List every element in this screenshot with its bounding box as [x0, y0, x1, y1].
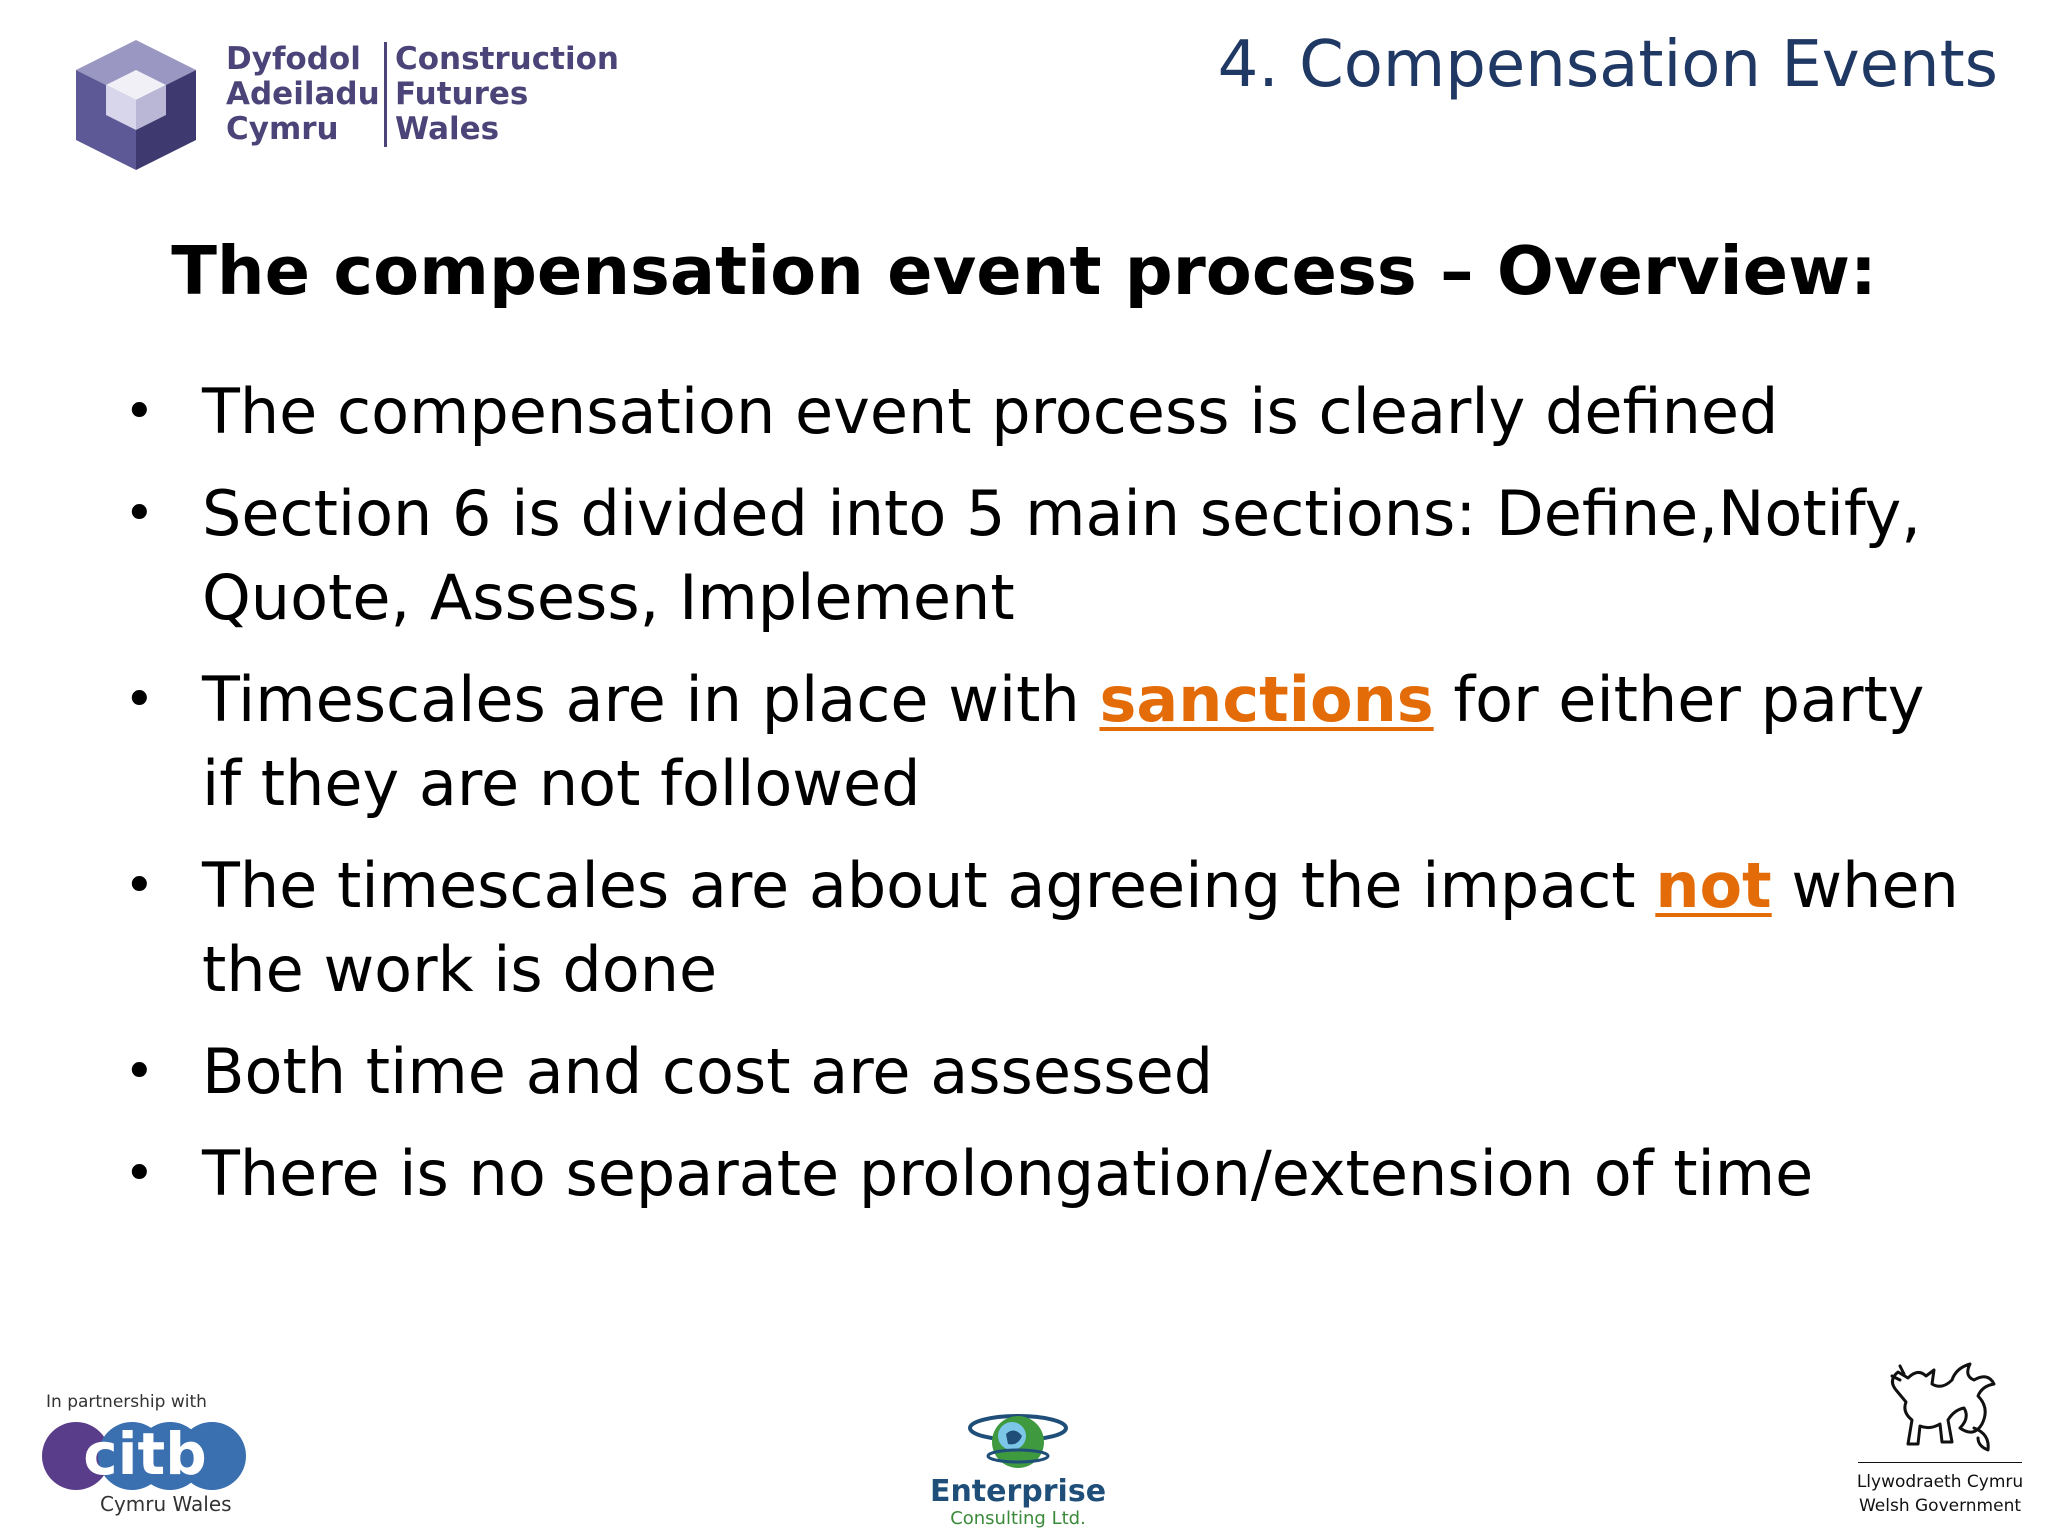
- bullet-text: The compensation event process is clearly defined: [202, 375, 1779, 448]
- bullet-icon: •: [124, 382, 155, 442]
- welsh-government-line: Welsh Government: [1858, 1496, 2022, 1516]
- section-heading: 4. Compensation Events: [1217, 28, 1998, 102]
- citb-partner-text: In partnership with: [46, 1392, 207, 1412]
- bullet-text: for either party if they are not followed: [202, 663, 1925, 820]
- logo-welsh-line: Cymru: [226, 111, 339, 147]
- bullet-icon: •: [124, 1144, 155, 1204]
- bullet-item: [120, 370, 1980, 454]
- bullet-text: Section 6 is divided into 5 main sections: Define,Notify, Quote, Assess, Implement: [202, 477, 1922, 634]
- citb-logo: [40, 1392, 260, 1522]
- highlighted-term: not: [1655, 849, 1772, 922]
- bullet-item: [120, 1030, 1980, 1114]
- welsh-government-line: Llywodraeth Cymru: [1856, 1472, 2024, 1492]
- slide-title: The compensation event process – Overview:: [171, 232, 1877, 310]
- logo-welsh-line: Adeiladu: [226, 76, 380, 112]
- bullet-item: [120, 472, 1980, 640]
- logo-english-line: Futures: [395, 76, 529, 112]
- bullet-text: when the work is done: [202, 849, 1959, 1006]
- logo-welsh-text: [226, 42, 380, 147]
- bullet-icon: •: [124, 1042, 155, 1102]
- enterprise-subtitle: Consulting Ltd.: [950, 1508, 1086, 1529]
- highlighted-term: sanctions: [1099, 663, 1434, 736]
- bullet-item: [120, 658, 1980, 826]
- welsh-government-text: [1850, 1470, 2030, 1518]
- svg-text:citb: citb: [83, 1420, 207, 1488]
- cube-logo-icon: [66, 30, 216, 180]
- bullet-item: [120, 844, 1980, 1012]
- bullet-list: [120, 370, 1980, 1234]
- bullet-text: There is no separate prolongation/extension of time: [202, 1137, 1814, 1210]
- bullet-item: [120, 1132, 1980, 1216]
- constructing-futures-wales-logo: [66, 30, 626, 180]
- bullet-icon: •: [124, 484, 155, 544]
- bullet-icon: •: [124, 856, 155, 916]
- logo-welsh-line: Dyfodol: [226, 41, 361, 77]
- logo-english-text: [384, 42, 619, 147]
- citb-wordmark-icon: [40, 1420, 250, 1492]
- enterprise-consulting-logo: [918, 1406, 1118, 1531]
- logo-english-line: Wales: [395, 111, 500, 147]
- welsh-government-rule: [1858, 1462, 2022, 1463]
- bullet-text: Timescales are in place with: [202, 663, 1100, 736]
- bullet-text: The timescales are about agreeing the impact: [202, 849, 1656, 922]
- bullet-icon: •: [124, 670, 155, 730]
- dragon-icon: [1878, 1350, 2002, 1458]
- enterprise-name: Enterprise: [929, 1474, 1107, 1509]
- welsh-government-logo: [1850, 1350, 2030, 1530]
- citb-subtitle: Cymru Wales: [100, 1492, 232, 1516]
- logo-english-line: Construction: [395, 41, 619, 77]
- globe-icon: [962, 1406, 1074, 1476]
- bullet-text: Both time and cost are assessed: [202, 1035, 1214, 1108]
